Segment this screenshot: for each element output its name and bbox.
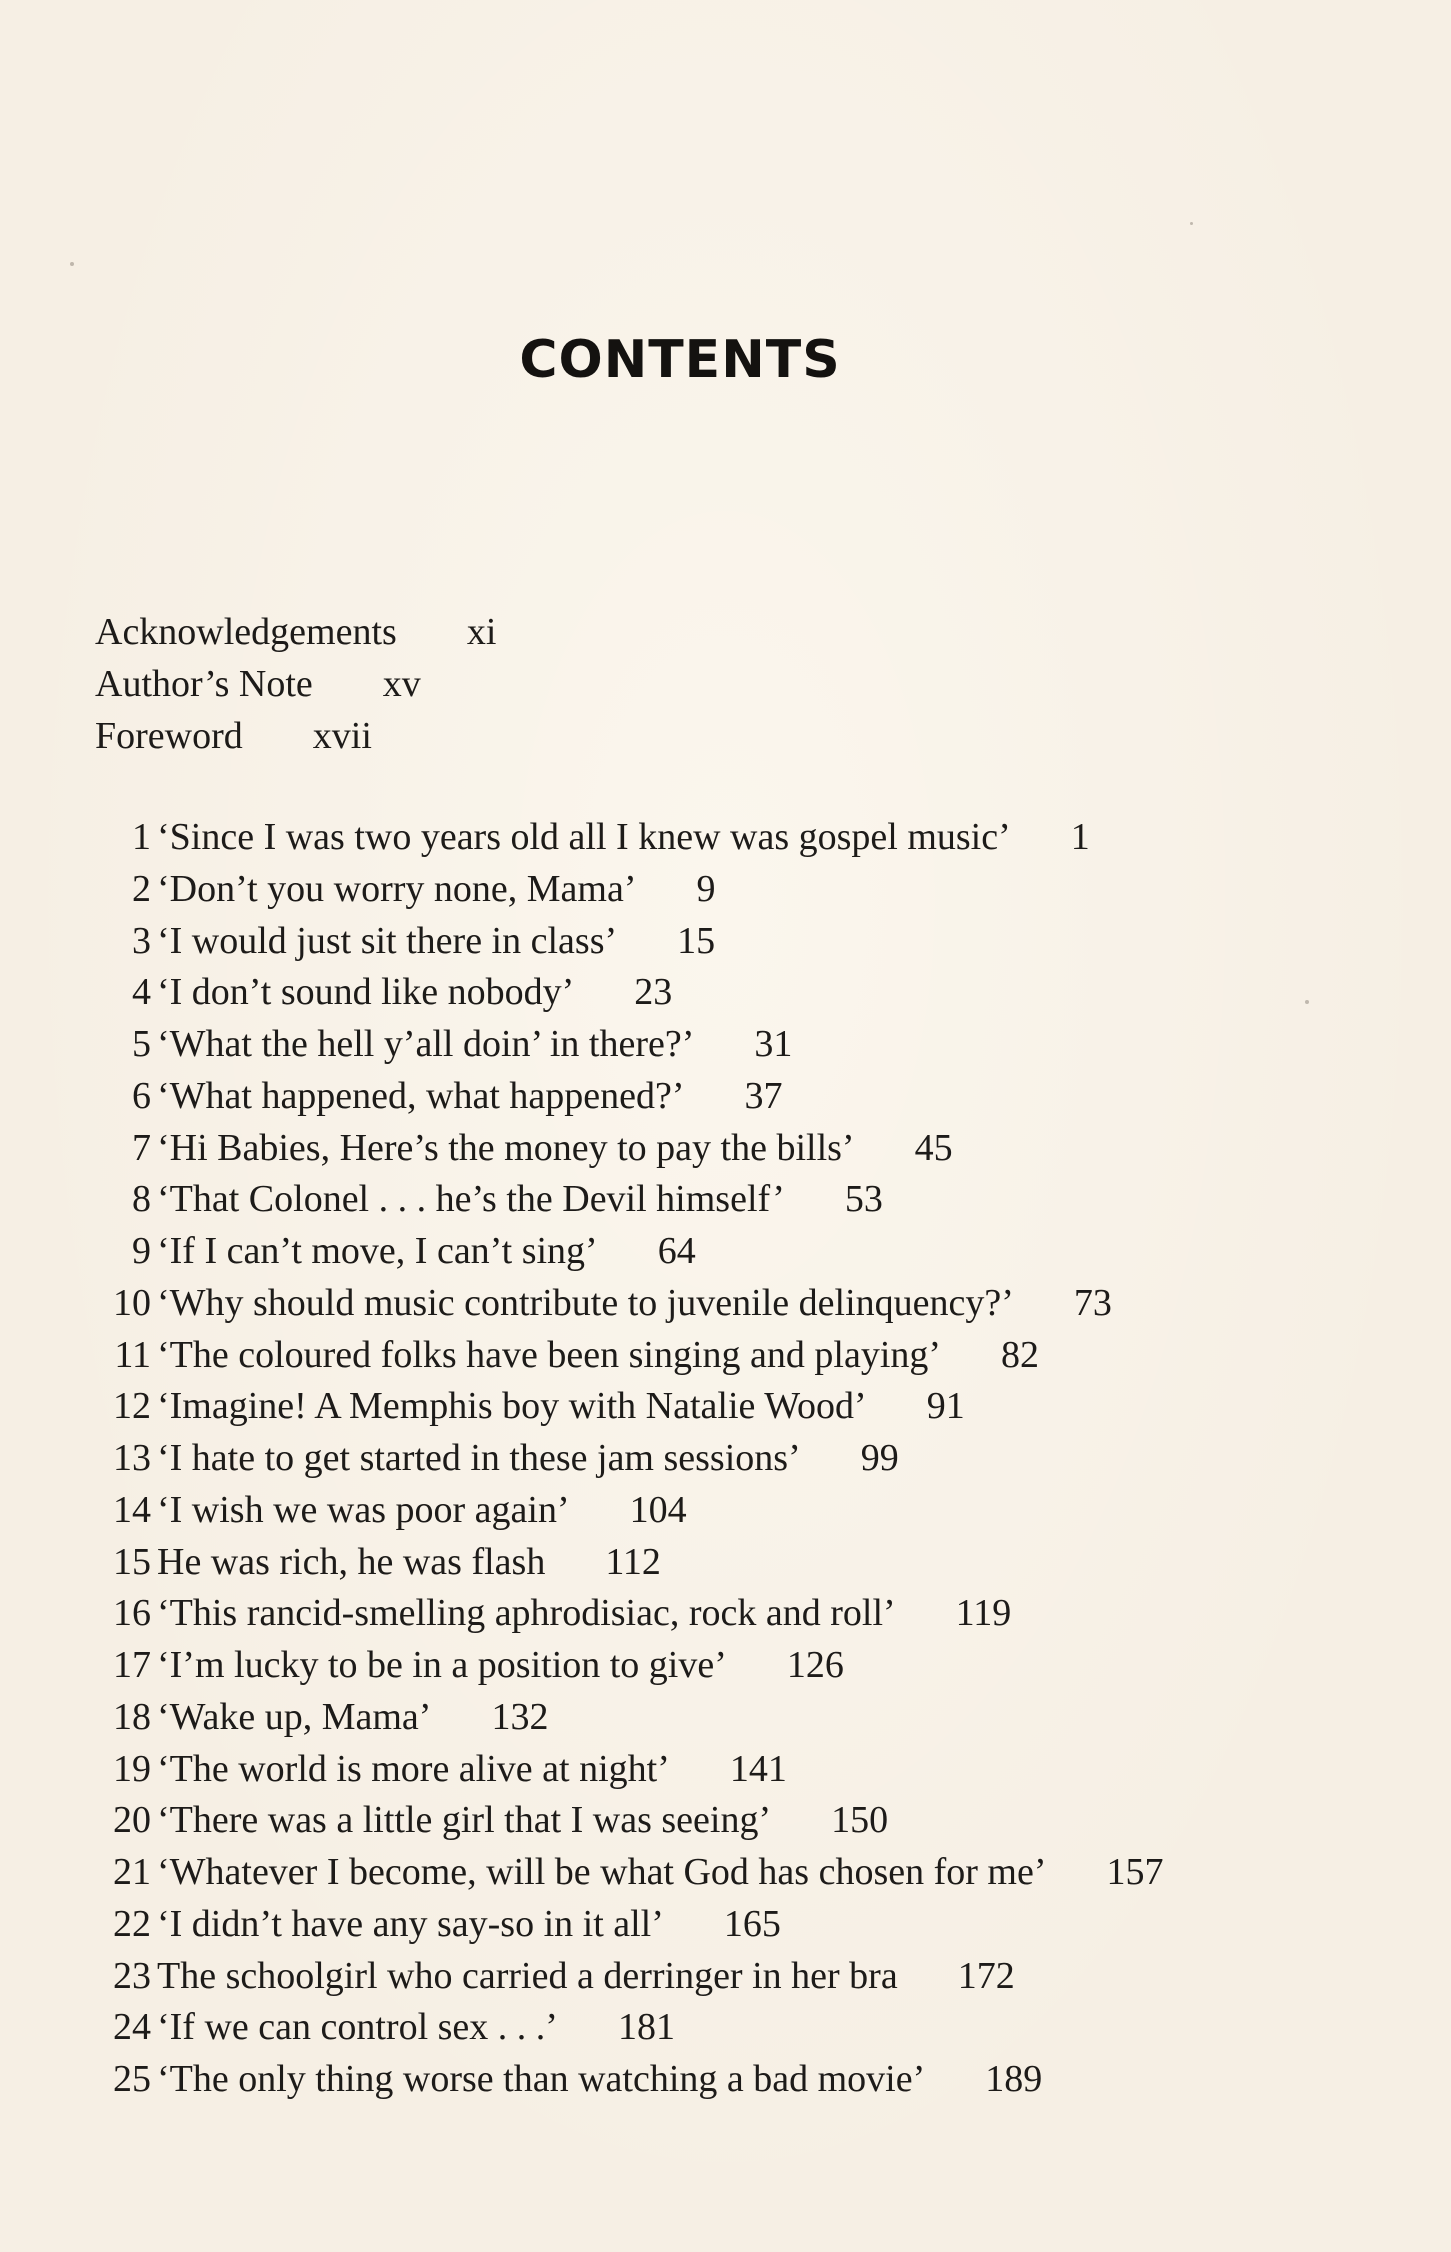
front-matter-page: xvii xyxy=(312,715,372,757)
chapter-title: ‘If I can’t move, I can’t sing’ xyxy=(157,1230,598,1272)
chapter-entry xyxy=(95,1123,1164,1175)
chapter-page: 112 xyxy=(605,1540,661,1583)
chapter-number: 13 xyxy=(113,1437,151,1479)
chapter-entry xyxy=(95,967,1164,1019)
paper-speck xyxy=(1190,222,1193,225)
chapter-title: ‘Since I was two years old all I knew was gospel music’ xyxy=(157,816,1011,858)
chapter-entry xyxy=(95,1588,1164,1640)
chapter-title: ‘The coloured folks have been singing and playing’ xyxy=(157,1333,942,1376)
chapter-title: ‘If we can control sex . . .’ xyxy=(157,2006,558,2049)
chapter-number: 23 xyxy=(113,1954,151,1997)
chapter-page: 181 xyxy=(617,2006,675,2049)
chapter-page: 189 xyxy=(985,2058,1043,2100)
chapter-page: 23 xyxy=(634,971,673,1014)
chapter-page: 119 xyxy=(955,1592,1012,1635)
chapter-page: 9 xyxy=(696,867,716,910)
chapter-entry xyxy=(95,1899,1164,1951)
chapter-number: 22 xyxy=(113,1902,151,1945)
chapter-page: 104 xyxy=(629,1488,687,1531)
chapter-page: 1 xyxy=(1070,816,1090,858)
front-matter-list xyxy=(95,606,496,762)
chapter-page: 165 xyxy=(723,1902,781,1945)
chapter-entry xyxy=(95,916,1164,968)
chapter-page: 172 xyxy=(957,1954,1015,1997)
chapter-number: 18 xyxy=(113,1695,151,1738)
chapter-entry xyxy=(95,1795,1164,1847)
chapter-page: 99 xyxy=(860,1437,899,1479)
chapter-title: ‘I would just sit there in class’ xyxy=(157,919,618,962)
chapter-entry xyxy=(95,1640,1164,1692)
chapter-number: 24 xyxy=(113,2006,151,2049)
chapter-entry xyxy=(95,864,1164,916)
chapter-title: The schoolgirl who carried a derringer in her bra xyxy=(157,1954,898,1997)
front-matter-label: Author’s Note xyxy=(95,663,313,705)
chapter-page: 53 xyxy=(844,1178,883,1221)
chapter-entry xyxy=(95,1692,1164,1744)
chapter-title: ‘I didn’t have any say-so in it all’ xyxy=(157,1902,664,1945)
chapter-page: 126 xyxy=(786,1644,844,1686)
chapter-title: ‘This rancid-smelling aphrodisiac, rock and roll’ xyxy=(157,1592,896,1635)
chapter-number: 19 xyxy=(113,1747,151,1790)
chapter-title: ‘Why should music contribute to juvenile delinquency?’ xyxy=(157,1281,1014,1324)
chapter-title: ‘I don’t sound like nobody’ xyxy=(157,971,575,1014)
chapter-title: ‘I hate to get started in these jam sessions’ xyxy=(157,1437,801,1479)
chapter-page: 150 xyxy=(831,1799,889,1842)
chapter-number: 17 xyxy=(113,1644,151,1686)
chapter-page: 73 xyxy=(1073,1281,1112,1324)
chapter-title: ‘Imagine! A Memphis boy with Natalie Wood’ xyxy=(157,1385,867,1428)
chapter-entry xyxy=(95,1485,1164,1537)
chapter-number: 14 xyxy=(113,1488,151,1531)
chapter-entry xyxy=(95,1019,1164,1071)
chapter-entry xyxy=(95,1226,1164,1278)
chapter-entry xyxy=(95,2002,1164,2054)
chapter-page: 82 xyxy=(1001,1333,1040,1376)
front-matter-label: Foreword xyxy=(95,715,243,757)
chapter-entry xyxy=(95,2054,1164,2106)
chapter-title: ‘Wake up, Mama’ xyxy=(157,1695,432,1738)
page-title: CONTENTS xyxy=(519,330,841,390)
chapter-number: 6 xyxy=(132,1074,151,1117)
chapter-number: 15 xyxy=(113,1540,151,1583)
chapter-number: 3 xyxy=(132,919,151,962)
chapter-title: ‘The only thing worse than watching a bad movie’ xyxy=(157,2058,926,2100)
chapter-page: 132 xyxy=(491,1695,549,1738)
front-matter-item xyxy=(95,658,496,710)
chapter-number: 9 xyxy=(132,1230,151,1272)
chapter-number: 8 xyxy=(132,1178,151,1221)
chapter-entry xyxy=(95,1951,1164,2003)
chapter-title: ‘Whatever I become, will be what God has chosen for me’ xyxy=(157,1851,1047,1893)
paper-speck xyxy=(70,262,74,266)
chapter-number: 1 xyxy=(132,816,151,858)
chapter-number: 11 xyxy=(114,1333,151,1376)
chapter-number: 4 xyxy=(132,971,151,1014)
chapter-title: ‘Don’t you worry none, Mama’ xyxy=(157,867,637,910)
chapter-entry xyxy=(95,1847,1164,1899)
chapter-title: ‘Hi Babies, Here’s the money to pay the bills’ xyxy=(157,1126,855,1169)
chapter-title: ‘What the hell y’all doin’ in there?’ xyxy=(157,1023,695,1065)
chapter-number: 16 xyxy=(113,1592,151,1635)
chapter-number: 2 xyxy=(132,867,151,910)
chapter-entry xyxy=(95,1381,1164,1433)
front-matter-page: xv xyxy=(382,663,421,705)
front-matter-item xyxy=(95,606,496,658)
chapter-number: 12 xyxy=(113,1385,151,1428)
front-matter-item xyxy=(95,710,496,762)
chapter-title: ‘I wish we was poor again’ xyxy=(157,1488,570,1531)
front-matter-label: Acknowledgements xyxy=(95,611,397,653)
chapter-page: 157 xyxy=(1106,1851,1164,1893)
chapter-number: 20 xyxy=(113,1799,151,1842)
chapter-page: 15 xyxy=(677,919,716,962)
chapter-title: ‘I’m lucky to be in a position to give’ xyxy=(157,1644,727,1686)
chapter-entry xyxy=(95,1433,1164,1485)
chapter-page: 31 xyxy=(754,1023,793,1065)
chapter-page: 91 xyxy=(926,1385,965,1428)
chapter-title: He was rich, he was flash xyxy=(157,1540,546,1583)
chapter-title: ‘There was a little girl that I was seeing’ xyxy=(157,1799,772,1842)
chapter-entry xyxy=(95,812,1164,864)
chapter-title: ‘What happened, what happened?’ xyxy=(157,1074,685,1117)
chapter-entry xyxy=(95,1744,1164,1796)
chapter-number: 10 xyxy=(113,1281,151,1324)
front-matter-page: xi xyxy=(466,611,497,653)
chapter-page: 64 xyxy=(657,1230,696,1272)
chapter-entry xyxy=(95,1537,1164,1589)
chapter-list xyxy=(95,812,1164,2106)
chapter-entry xyxy=(95,1278,1164,1330)
chapter-page: 37 xyxy=(744,1074,783,1117)
chapter-entry xyxy=(95,1174,1164,1226)
chapter-entry xyxy=(95,1071,1164,1123)
chapter-number: 25 xyxy=(113,2058,151,2100)
chapter-page: 45 xyxy=(914,1126,953,1169)
chapter-page: 141 xyxy=(729,1747,787,1790)
chapter-number: 21 xyxy=(113,1851,151,1893)
chapter-title: ‘The world is more alive at night’ xyxy=(157,1747,670,1790)
chapter-number: 5 xyxy=(132,1023,151,1065)
chapter-entry xyxy=(95,1330,1164,1382)
paper-speck xyxy=(1305,1000,1309,1004)
chapter-number: 7 xyxy=(132,1126,151,1169)
chapter-title: ‘That Colonel . . . he’s the Devil himself’ xyxy=(157,1178,785,1221)
